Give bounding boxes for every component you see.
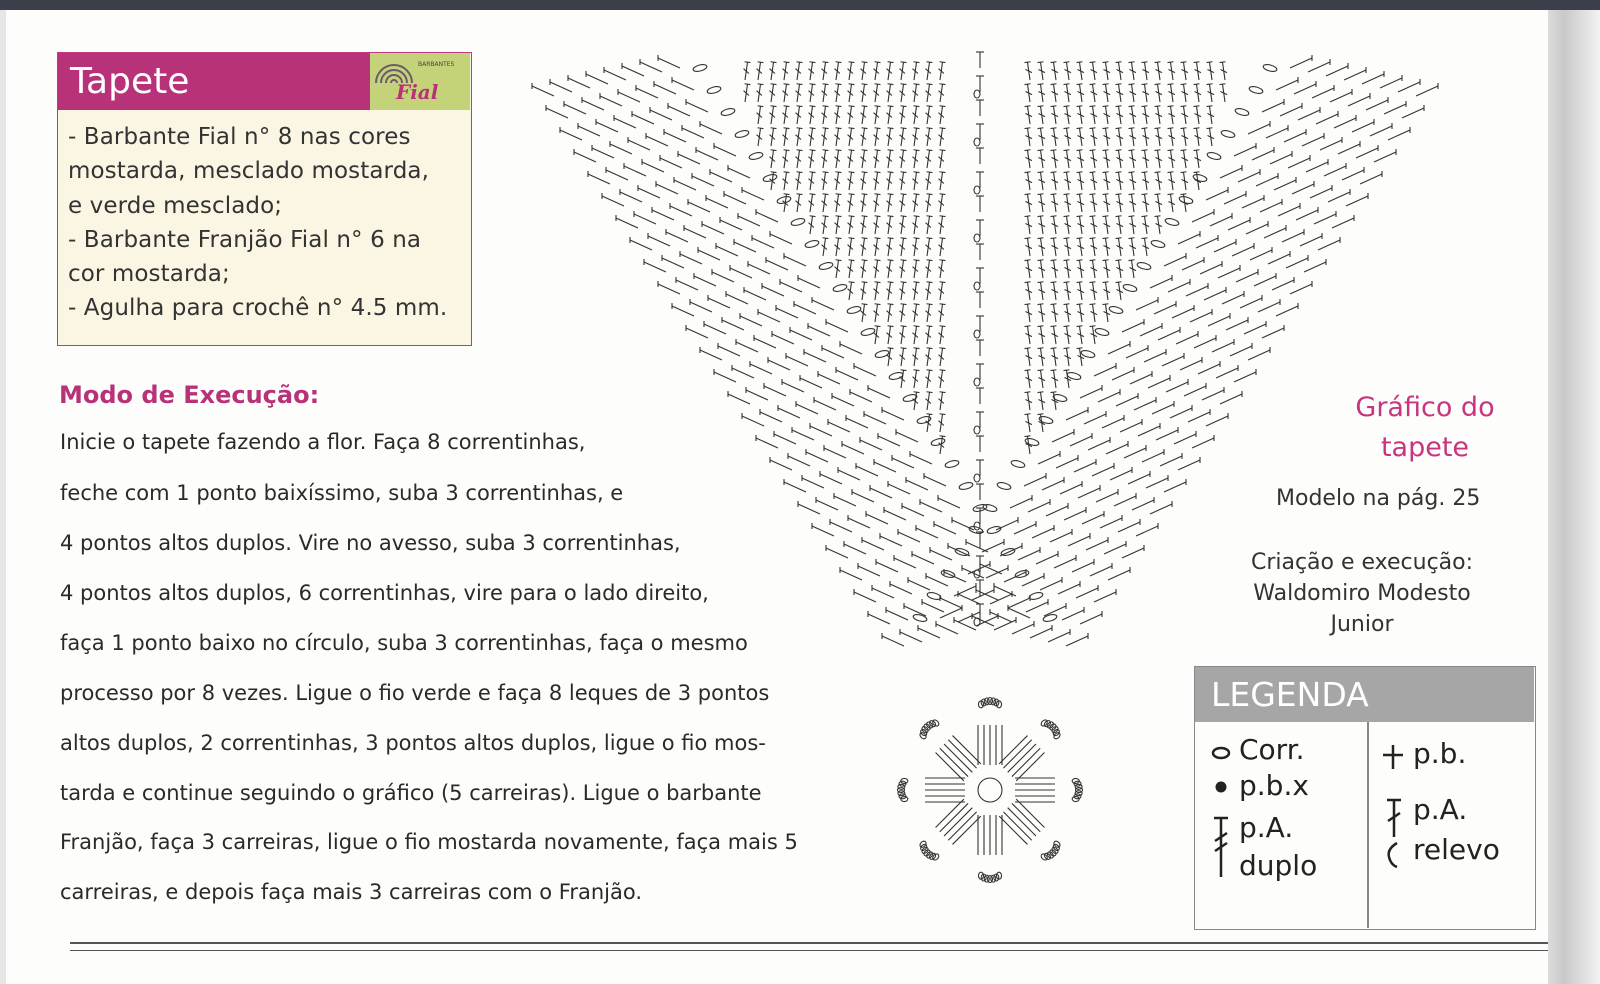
legend-box — [1194, 666, 1536, 930]
materials-header — [58, 53, 470, 110]
material-line: mostarda, mesclado mostarda, — [68, 158, 430, 184]
legend-pbx: p.b.x — [1239, 769, 1309, 802]
chain-symbol-icon — [1211, 743, 1231, 763]
material-line: - Barbante Fial n° 8 nas cores — [68, 124, 411, 150]
slip-stitch-dot-icon — [1213, 779, 1229, 795]
credit-label: Criação e execução: — [1250, 550, 1474, 575]
material-line: - Barbante Franjão Fial n° 6 na — [68, 227, 422, 253]
footer-rule — [70, 942, 1548, 944]
instruction-line: 4 pontos altos duplos. Vire no avesso, suba 3 correntinhas, — [60, 531, 681, 555]
relief-treble-symbol-icon — [1381, 797, 1407, 869]
legend-relevo: relevo — [1413, 833, 1500, 866]
chart-caption-line2: tapete — [1380, 432, 1470, 463]
instruction-line: feche com 1 ponto baixíssimo, suba 3 correntinhas, e — [60, 481, 624, 505]
legend-title: LEGENDA — [1211, 675, 1369, 714]
scan-top-edge — [0, 0, 1600, 10]
double-treble-symbol-icon — [1209, 815, 1233, 879]
legend-pa-relevo: p.A. — [1413, 793, 1468, 826]
fial-logo — [370, 53, 470, 110]
model-page-ref: Modelo na pág. 25 — [1276, 486, 1481, 511]
instruction-line: altos duplos, 2 correntinhas, 3 pontos altos duplos, ligue o fio mos- — [60, 731, 766, 755]
instruction-line: processo por 8 vezes. Ligue o fio verde e faça 8 leques de 3 pontos — [60, 681, 770, 705]
legend-corr: Corr. — [1239, 733, 1305, 766]
legend-pa: p.A. — [1239, 811, 1294, 844]
material-line: e verde mesclado; — [68, 193, 283, 219]
chart-caption-line1: Gráfico do — [1355, 392, 1495, 423]
material-line: - Agulha para crochê n° 4.5 mm. — [68, 295, 448, 321]
instruction-line: 4 pontos altos duplos, 6 correntinhas, vire para o lado direito, — [60, 581, 709, 605]
logo-small-text: BARBANTES — [418, 61, 455, 68]
single-crochet-plus-icon — [1381, 743, 1405, 771]
scan-left-edge — [0, 10, 6, 984]
instruction-line: carreiras, e depois faça mais 3 carreiras com o Franjão. — [60, 880, 643, 904]
legend-pb: p.b. — [1413, 737, 1467, 770]
instruction-line: faça 1 ponto baixo no círculo, suba 3 correntinhas, faça o mesmo — [60, 631, 748, 655]
materials-box — [57, 52, 472, 346]
legend-header — [1195, 667, 1534, 722]
page-title: Tapete — [70, 61, 190, 102]
chart-caption — [1330, 388, 1520, 468]
instruction-line: tarda e continue seguindo o gráfico (5 carreiras). Ligue o barbante — [60, 781, 762, 805]
footer-rule — [70, 950, 1548, 951]
instruction-line: Franjão, faça 3 carreiras, ligue o fio mostarda novamente, faça mais 5 — [60, 830, 798, 854]
credit-name: Waldomiro Modesto — [1253, 581, 1471, 606]
next-page-edge — [1548, 10, 1600, 984]
instructions-heading: Modo de Execução: — [59, 381, 320, 409]
instruction-line: Inicie o tapete fazendo a flor. Faça 8 correntinhas, — [60, 430, 586, 454]
legend-duplo: duplo — [1239, 849, 1318, 882]
logo-brand: Fial — [396, 80, 439, 104]
material-line: cor mostarda; — [68, 261, 230, 287]
credit-name-suffix: Junior — [1330, 612, 1394, 637]
legend-divider — [1367, 722, 1369, 928]
